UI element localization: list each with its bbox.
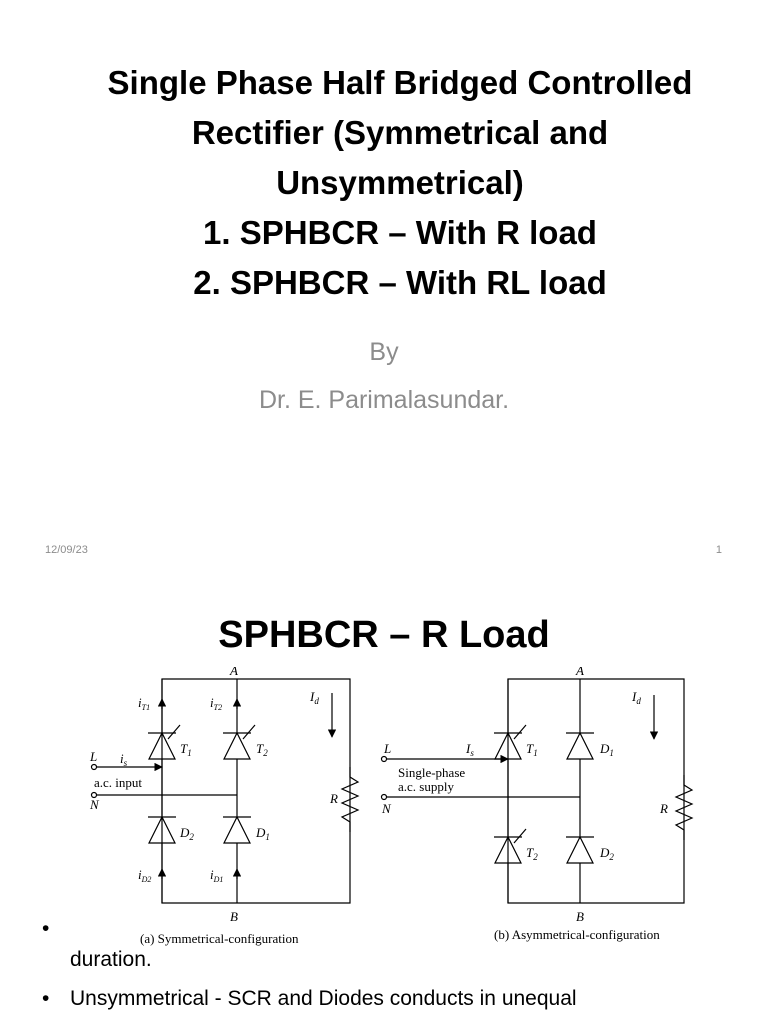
bullet-item xyxy=(42,913,752,975)
bullet-continuation: duration. xyxy=(70,948,152,971)
load-current-label: $I_d$ xyxy=(632,689,641,706)
thyristor-t2-symbol xyxy=(224,733,250,759)
title-line: 1. SPHBCR – With R load xyxy=(203,214,597,251)
diode-d2-symbol xyxy=(567,837,593,863)
node-a-label: A xyxy=(230,667,238,678)
bullet-marker: • xyxy=(42,917,50,940)
t2-label: $T_2$ xyxy=(526,845,538,862)
d1-label: $D_1$ xyxy=(256,825,270,842)
id1-label: $i_{D1}$ xyxy=(210,867,224,884)
title-line: Unsymmetrical) xyxy=(276,164,524,201)
slide-2-title: SPHBCR – R Load xyxy=(218,614,550,656)
line-n-label: N xyxy=(382,801,391,816)
bullet-item xyxy=(42,983,752,1014)
line-n-label: N xyxy=(90,797,99,812)
d2-label: $D_2$ xyxy=(600,845,614,862)
it2-label: $i_{T2}$ xyxy=(210,695,223,712)
bullet-list xyxy=(42,913,752,1014)
diode-d1-symbol xyxy=(567,733,593,759)
ac-input-label: a.c. input xyxy=(94,775,143,790)
diode-d1-symbol xyxy=(224,817,250,843)
byline-by: By xyxy=(369,338,399,366)
load-current-label: $I_d$ xyxy=(310,689,319,706)
t2-label: $T_2$ xyxy=(256,741,268,758)
d2-label: $D_2$ xyxy=(180,825,194,842)
source-current-label: $I_s$ xyxy=(466,741,474,758)
title-line: Single Phase Half Bridged Controlled xyxy=(107,64,693,101)
it1-label: $i_{T1}$ xyxy=(138,695,151,712)
supply-label-line1: Single-phase xyxy=(398,765,466,780)
author-name: Dr. E. Parimalasundar. xyxy=(258,386,510,414)
resistor-label: R xyxy=(330,791,338,806)
title-line: Rectifier (Symmetrical and xyxy=(191,114,609,151)
line-l-label: L xyxy=(384,741,392,756)
node-b-label: B xyxy=(576,909,584,924)
t1-label: $T_1$ xyxy=(180,741,192,758)
slide-date: 12/09/23 xyxy=(45,544,88,556)
d1-label: $D_1$ xyxy=(600,741,614,758)
slide-number: 1 xyxy=(715,544,722,556)
line-l-label: L xyxy=(90,749,98,764)
bullet-marker: • xyxy=(42,987,50,1010)
node-a-label: A xyxy=(576,667,584,678)
resistor-label: R xyxy=(660,801,668,816)
supply-label-line2: a.c. supply xyxy=(398,779,454,794)
source-current-label: $i_s$ xyxy=(120,751,128,768)
title-line: 2. SPHBCR – With RL load xyxy=(193,264,607,301)
figure-b-caption: (b) Asymmetrical-configuration xyxy=(494,927,660,942)
slide-2 xyxy=(0,585,768,1024)
t1-label: $T_1$ xyxy=(526,741,538,758)
figure-a-caption: (a) Symmetrical-configuration xyxy=(140,931,299,946)
node-b-label: B xyxy=(230,909,238,924)
bullet-text: Unsymmetrical - SCR and Diodes conducts in unequal xyxy=(70,987,577,1010)
id2-label: $i_{D2}$ xyxy=(138,867,152,884)
slide-1-title xyxy=(40,58,760,308)
